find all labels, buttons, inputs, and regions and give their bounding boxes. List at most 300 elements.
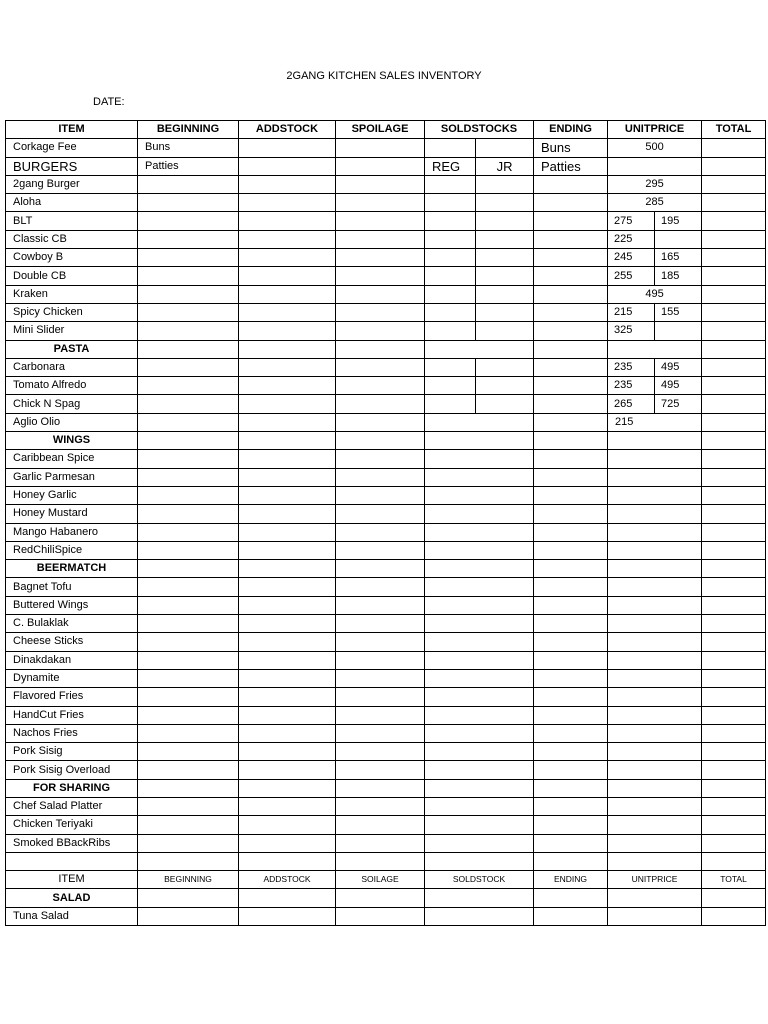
- empty-cell: [138, 468, 239, 486]
- empty-cell: [336, 688, 425, 706]
- unit-price-cell: [608, 706, 702, 724]
- empty-cell: [138, 651, 239, 669]
- section-row: [6, 779, 766, 797]
- item-name: Dynamite: [6, 669, 138, 687]
- empty-cell: [239, 688, 336, 706]
- unit-price-cell: [608, 432, 702, 450]
- item-name: Corkage Fee: [6, 139, 138, 157]
- empty-cell: [425, 249, 476, 267]
- empty-cell: [425, 303, 476, 321]
- table-row: [6, 724, 766, 742]
- empty-cell: [239, 432, 336, 450]
- empty-cell: [336, 633, 425, 651]
- unit-price-regular: 215: [608, 303, 655, 321]
- unit-price-regular: 245: [608, 249, 655, 267]
- column-header: TOTAL: [702, 121, 766, 139]
- section-row: [6, 432, 766, 450]
- empty-cell: [239, 761, 336, 779]
- soldstocks-cell: [425, 834, 534, 852]
- unit-price-cell: [608, 669, 702, 687]
- unit-price-cell: [608, 615, 702, 633]
- empty-cell: [138, 377, 239, 395]
- empty-cell: [239, 541, 336, 559]
- unit-price-junior: [655, 230, 702, 248]
- empty-cell: [534, 340, 608, 358]
- empty-cell: [138, 194, 239, 212]
- empty-cell: [702, 450, 766, 468]
- empty-cell: [138, 523, 239, 541]
- empty-cell: [336, 175, 425, 193]
- item-name: C. Bulaklak: [6, 615, 138, 633]
- empty-cell: [336, 560, 425, 578]
- unit-price-regular: 225: [608, 230, 655, 248]
- empty-cell: [336, 358, 425, 376]
- table-row: [6, 395, 766, 413]
- empty-cell: [702, 395, 766, 413]
- empty-cell: [702, 303, 766, 321]
- empty-cell: [702, 523, 766, 541]
- empty-cell: [336, 413, 425, 431]
- empty-cell: [425, 194, 476, 212]
- empty-cell: [534, 523, 608, 541]
- empty-cell: [336, 706, 425, 724]
- soldstocks-cell: [425, 468, 534, 486]
- empty-cell: [534, 816, 608, 834]
- empty-cell: [534, 505, 608, 523]
- table-row: [6, 285, 766, 303]
- empty-cell: [239, 322, 336, 340]
- ending-cell: Patties: [534, 157, 608, 175]
- empty-cell: [425, 285, 476, 303]
- item-name: HandCut Fries: [6, 706, 138, 724]
- empty-cell: [608, 340, 702, 358]
- empty-cell: [336, 797, 425, 815]
- item-name: BLT: [6, 212, 138, 230]
- table-row: [6, 358, 766, 376]
- column-header: ITEM: [6, 871, 138, 889]
- empty-cell: [336, 139, 425, 157]
- unit-price: 500: [608, 139, 702, 157]
- table-row: [6, 706, 766, 724]
- empty-cell: [702, 816, 766, 834]
- column-header: ENDING: [534, 121, 608, 139]
- empty-cell: [702, 834, 766, 852]
- soldstocks-cell: [425, 889, 534, 907]
- empty-cell: [476, 230, 534, 248]
- empty-cell: [476, 358, 534, 376]
- soldstocks-cell: [425, 669, 534, 687]
- unit-price: 295: [608, 175, 702, 193]
- table-row: [6, 596, 766, 614]
- empty-cell: [476, 249, 534, 267]
- empty-cell: [138, 633, 239, 651]
- empty-cell: [702, 797, 766, 815]
- empty-cell: [476, 212, 534, 230]
- soldstocks-cell: [425, 505, 534, 523]
- soldstocks-cell: [425, 560, 534, 578]
- unit-price-cell: [608, 651, 702, 669]
- unit-price-cell: [608, 578, 702, 596]
- empty-cell: [534, 596, 608, 614]
- empty-cell: [534, 212, 608, 230]
- empty-cell: [138, 303, 239, 321]
- table-row: [6, 541, 766, 559]
- empty-cell: [534, 852, 608, 870]
- empty-cell: [534, 651, 608, 669]
- empty-cell: [534, 303, 608, 321]
- empty-cell: [534, 450, 608, 468]
- table-row: [6, 468, 766, 486]
- table-row: [6, 194, 766, 212]
- empty-cell: [336, 523, 425, 541]
- unit-price-cell: [608, 486, 702, 504]
- item-name: Honey Mustard: [6, 505, 138, 523]
- empty-cell: [239, 779, 336, 797]
- empty-cell: [336, 743, 425, 761]
- section-row: [6, 889, 766, 907]
- empty-cell: [239, 468, 336, 486]
- empty-cell: [239, 651, 336, 669]
- soldstocks-cell: [425, 743, 534, 761]
- jr-label: JR: [476, 157, 534, 175]
- empty-cell: [476, 303, 534, 321]
- unit-price-cell: [608, 468, 702, 486]
- table-row: [6, 761, 766, 779]
- unit-price-cell: [608, 560, 702, 578]
- empty-cell: [534, 578, 608, 596]
- soldstocks-cell: [425, 724, 534, 742]
- empty-cell: [702, 724, 766, 742]
- empty-cell: [239, 669, 336, 687]
- empty-cell: [138, 907, 239, 925]
- empty-cell: [138, 797, 239, 815]
- empty-cell: [476, 285, 534, 303]
- unit-price-regular: 235: [608, 358, 655, 376]
- empty-cell: [702, 468, 766, 486]
- empty-cell: [702, 505, 766, 523]
- table-row: [6, 230, 766, 248]
- empty-cell: [702, 688, 766, 706]
- unit-price-junior: 165: [655, 249, 702, 267]
- unit-price-junior: 195: [655, 212, 702, 230]
- empty-cell: [138, 706, 239, 724]
- empty-cell: [702, 175, 766, 193]
- item-name: Aglio Olio: [6, 413, 138, 431]
- empty-cell: [6, 852, 138, 870]
- empty-cell: [239, 523, 336, 541]
- unit-price-cell: [608, 834, 702, 852]
- empty-cell: [336, 651, 425, 669]
- unit-price-cell: [608, 761, 702, 779]
- column-header: UNITPRICE: [608, 871, 702, 889]
- table-row: [6, 852, 766, 870]
- section-row: [6, 340, 766, 358]
- unit-price-cell: [608, 633, 702, 651]
- unit-price: 285: [608, 194, 702, 212]
- unit-price-regular: 325: [608, 322, 655, 340]
- table-row: [6, 523, 766, 541]
- unit-price-junior: 155: [655, 303, 702, 321]
- item-name: Classic CB: [6, 230, 138, 248]
- empty-cell: [239, 834, 336, 852]
- empty-cell: [239, 358, 336, 376]
- empty-cell: [534, 377, 608, 395]
- unit-price-large: 495: [655, 377, 702, 395]
- empty-cell: [336, 450, 425, 468]
- empty-cell: [138, 285, 239, 303]
- empty-cell: [534, 706, 608, 724]
- table-row: [6, 175, 766, 193]
- empty-cell: [702, 267, 766, 285]
- empty-cell: [534, 688, 608, 706]
- unit-price-regular: 235: [608, 377, 655, 395]
- item-name: Buttered Wings: [6, 596, 138, 614]
- empty-cell: [138, 834, 239, 852]
- empty-cell: [138, 230, 239, 248]
- empty-cell: [702, 541, 766, 559]
- empty-cell: [336, 596, 425, 614]
- column-header: BEGINNING: [138, 871, 239, 889]
- empty-cell: [138, 175, 239, 193]
- item-name: Pork Sisig: [6, 743, 138, 761]
- empty-cell: [534, 230, 608, 248]
- unit-price-cell: [608, 450, 702, 468]
- empty-cell: [702, 743, 766, 761]
- empty-cell: [138, 212, 239, 230]
- empty-cell: [239, 907, 336, 925]
- unit-price-cell: [608, 797, 702, 815]
- empty-cell: [608, 852, 702, 870]
- item-name: Tomato Alfredo: [6, 377, 138, 395]
- empty-cell: [476, 413, 534, 431]
- unit-price: 495: [608, 285, 702, 303]
- empty-cell: [138, 724, 239, 742]
- section-row: [6, 560, 766, 578]
- empty-cell: [702, 432, 766, 450]
- soldstocks-cell: [425, 615, 534, 633]
- empty-cell: [138, 541, 239, 559]
- empty-cell: [138, 395, 239, 413]
- empty-cell: [425, 377, 476, 395]
- unit-price-regular: 275: [608, 212, 655, 230]
- empty-cell: [239, 505, 336, 523]
- table-row: [6, 669, 766, 687]
- empty-cell: [702, 596, 766, 614]
- item-name: RedChiliSpice: [6, 541, 138, 559]
- unit-price-cell: [608, 688, 702, 706]
- empty-cell: [336, 834, 425, 852]
- unit-price-regular: 255: [608, 267, 655, 285]
- empty-cell: [138, 816, 239, 834]
- empty-cell: [476, 139, 534, 157]
- table-row: [6, 578, 766, 596]
- reg-label: REG: [425, 157, 476, 175]
- section-label: FOR SHARING: [6, 779, 138, 797]
- table-row: [6, 377, 766, 395]
- soldstocks-cell: [425, 779, 534, 797]
- empty-cell: [425, 230, 476, 248]
- table-row: [6, 834, 766, 852]
- empty-cell: [336, 889, 425, 907]
- empty-cell: [336, 157, 425, 175]
- empty-cell: [534, 615, 608, 633]
- empty-cell: [702, 852, 766, 870]
- empty-cell: [336, 249, 425, 267]
- empty-cell: [425, 340, 476, 358]
- unit-price-cell: [608, 596, 702, 614]
- empty-cell: [476, 322, 534, 340]
- empty-cell: [702, 377, 766, 395]
- empty-cell: [138, 340, 239, 358]
- empty-cell: [534, 358, 608, 376]
- empty-cell: [239, 743, 336, 761]
- empty-cell: [239, 340, 336, 358]
- empty-cell: [138, 615, 239, 633]
- table-row: [6, 816, 766, 834]
- table-row: [6, 505, 766, 523]
- empty-cell: [138, 578, 239, 596]
- empty-cell: [476, 340, 534, 358]
- table-row: [6, 615, 766, 633]
- empty-cell: [702, 249, 766, 267]
- unit-price-large: 495: [655, 358, 702, 376]
- unit-price-cell: [608, 816, 702, 834]
- empty-cell: [534, 779, 608, 797]
- empty-cell: [239, 797, 336, 815]
- empty-cell: [336, 377, 425, 395]
- item-name: Pork Sisig Overload: [6, 761, 138, 779]
- empty-cell: [608, 157, 702, 175]
- empty-cell: [702, 633, 766, 651]
- unit-price-cell: [608, 523, 702, 541]
- empty-cell: [336, 761, 425, 779]
- empty-cell: [534, 413, 608, 431]
- table-row: [6, 212, 766, 230]
- empty-cell: [336, 852, 425, 870]
- table-row: [6, 450, 766, 468]
- item-name: Dinakdakan: [6, 651, 138, 669]
- empty-cell: [534, 249, 608, 267]
- empty-cell: [534, 834, 608, 852]
- empty-cell: [702, 322, 766, 340]
- empty-cell: [239, 157, 336, 175]
- empty-cell: [702, 889, 766, 907]
- empty-cell: [239, 285, 336, 303]
- column-header: SOLDSTOCKS: [425, 121, 534, 139]
- empty-cell: [702, 285, 766, 303]
- empty-cell: [534, 541, 608, 559]
- empty-cell: [702, 779, 766, 797]
- empty-cell: [239, 615, 336, 633]
- table-row: [6, 797, 766, 815]
- empty-cell: [534, 432, 608, 450]
- empty-cell: [702, 651, 766, 669]
- empty-cell: [239, 377, 336, 395]
- column-header: ITEM: [6, 121, 138, 139]
- column-header: BEGINNING: [138, 121, 239, 139]
- empty-cell: [702, 486, 766, 504]
- empty-cell: [239, 486, 336, 504]
- empty-cell: [239, 560, 336, 578]
- empty-cell: [534, 889, 608, 907]
- column-header: ADDSTOCK: [239, 121, 336, 139]
- item-name: Chef Salad Platter: [6, 797, 138, 815]
- soldstocks-cell: [425, 907, 534, 925]
- unit-price-cell: [608, 779, 702, 797]
- table-row: [6, 139, 766, 157]
- soldstocks-cell: [425, 578, 534, 596]
- column-header: SPOILAGE: [336, 121, 425, 139]
- table-row: [6, 322, 766, 340]
- soldstocks-cell: [425, 688, 534, 706]
- empty-cell: [138, 249, 239, 267]
- empty-cell: [534, 468, 608, 486]
- item-name: Chick N Spag: [6, 395, 138, 413]
- page-title: 2GANG KITCHEN SALES INVENTORY: [286, 70, 482, 82]
- header-row: [6, 121, 766, 139]
- empty-cell: [425, 852, 534, 870]
- soldstocks-cell: [425, 450, 534, 468]
- empty-cell: [239, 249, 336, 267]
- empty-cell: [239, 706, 336, 724]
- empty-cell: [239, 724, 336, 742]
- empty-cell: [239, 303, 336, 321]
- empty-cell: [702, 340, 766, 358]
- empty-cell: [702, 706, 766, 724]
- item-name: 2gang Burger: [6, 175, 138, 193]
- empty-cell: [239, 450, 336, 468]
- ending-cell: Buns: [534, 139, 608, 157]
- header-row: [6, 871, 766, 889]
- empty-cell: [425, 322, 476, 340]
- empty-cell: [702, 907, 766, 925]
- empty-cell: [239, 267, 336, 285]
- empty-cell: [336, 615, 425, 633]
- empty-cell: [336, 432, 425, 450]
- empty-cell: [239, 395, 336, 413]
- empty-cell: [336, 230, 425, 248]
- column-header: UNITPRICE: [608, 121, 702, 139]
- empty-cell: [239, 175, 336, 193]
- table-row: [6, 249, 766, 267]
- section-label: SALAD: [6, 889, 138, 907]
- empty-cell: [476, 175, 534, 193]
- empty-cell: [138, 889, 239, 907]
- table-row: [6, 303, 766, 321]
- item-name: Smoked BBackRibs: [6, 834, 138, 852]
- empty-cell: [239, 578, 336, 596]
- soldstocks-cell: [425, 541, 534, 559]
- soldstocks-cell: [425, 816, 534, 834]
- empty-cell: [336, 541, 425, 559]
- unit-price-junior: 185: [655, 267, 702, 285]
- empty-cell: [336, 285, 425, 303]
- empty-cell: [138, 486, 239, 504]
- empty-cell: [239, 816, 336, 834]
- empty-cell: [336, 578, 425, 596]
- table-row: [6, 267, 766, 285]
- table-row: [6, 413, 766, 431]
- empty-cell: [702, 578, 766, 596]
- empty-cell: [138, 358, 239, 376]
- empty-cell: [702, 358, 766, 376]
- item-name: Double CB: [6, 267, 138, 285]
- empty-cell: [336, 303, 425, 321]
- empty-cell: [702, 615, 766, 633]
- empty-cell: [336, 816, 425, 834]
- empty-cell: [239, 139, 336, 157]
- empty-cell: [476, 377, 534, 395]
